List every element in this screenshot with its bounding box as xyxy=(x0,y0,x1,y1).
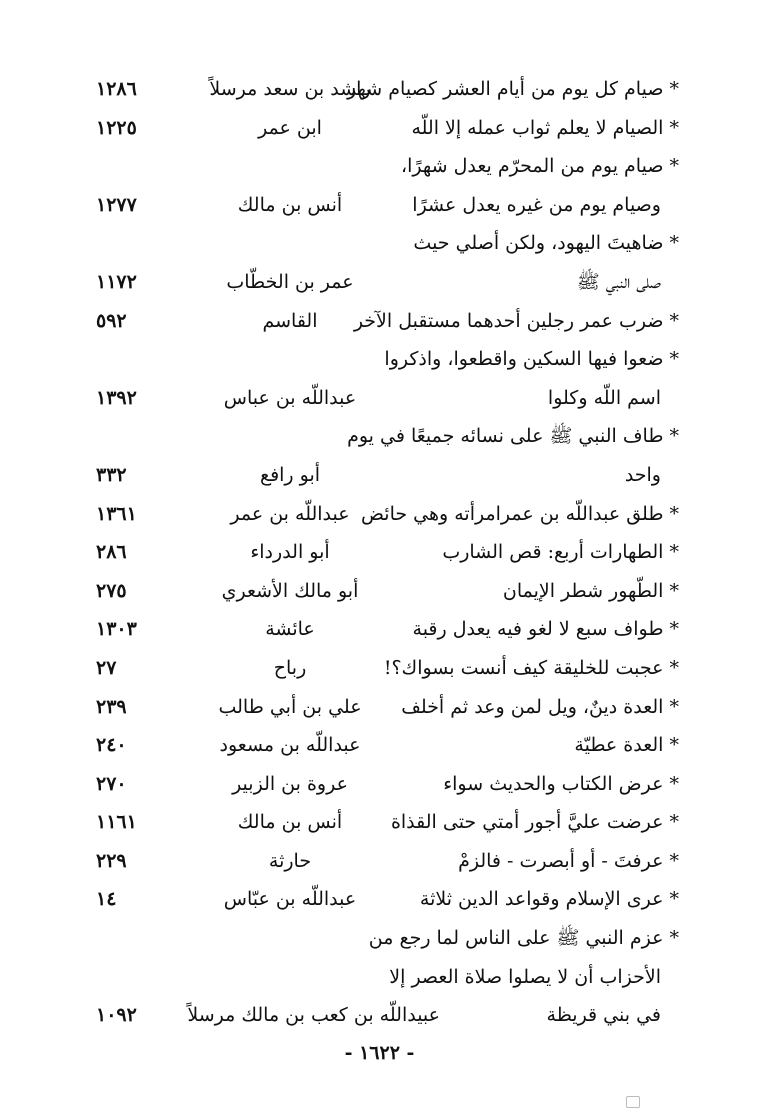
narrator-name: عبداللّه بن مسعود xyxy=(219,734,361,757)
hadith-number: ١٣٠٣ xyxy=(96,618,137,641)
hadith-number: ٢٤٠ xyxy=(96,734,127,757)
hadith-text: * طواف سبع لا لغو فيه يعدل رقبة xyxy=(412,618,679,641)
hadith-text: * عرضت عليَّ أجور أمتي حتى القذاة xyxy=(390,811,679,834)
hadith-number: ١٠٩٢ xyxy=(96,1004,137,1027)
hadith-number: ١٢٢٥ xyxy=(96,116,137,139)
hadith-text: * الطهارات أربع: قص الشارب xyxy=(442,541,679,564)
narrator-name: أبو رافع xyxy=(259,463,321,486)
index-row xyxy=(0,224,759,263)
hadith-number: ٢٧ xyxy=(96,656,117,679)
hadith-text: * عرى الإسلام وقواعد الدين ثلاثة xyxy=(419,888,679,911)
hadith-number: ٢٧٠ xyxy=(96,772,127,795)
narrator-name: أنس بن مالك xyxy=(237,193,343,216)
hadith-text: * ضرب عمر رجلين أحدهما مستقبل الآخر xyxy=(353,309,679,332)
index-row xyxy=(0,572,759,611)
narrator-name: حارثة xyxy=(268,849,312,872)
hadith-text: اسم اللّه وكلوا xyxy=(547,386,661,409)
narrator-name: رباح xyxy=(273,656,307,679)
index-row xyxy=(0,880,759,919)
hadith-number: ١١٦١ xyxy=(96,811,137,834)
narrator-name: عروة بن الزبير xyxy=(232,772,348,795)
narrator-name: أبو الدرداء xyxy=(250,541,330,564)
narrator-name: القاسم xyxy=(262,309,318,332)
hadith-number: ١٣٦١ xyxy=(96,502,137,525)
narrator-name: عمر بن الخطّاب xyxy=(226,270,354,293)
index-row xyxy=(0,417,759,456)
index-row xyxy=(0,958,759,997)
index-row xyxy=(0,147,759,186)
index-row xyxy=(0,842,759,881)
hadith-text: وصيام يوم من غيره يعدل عشرًا xyxy=(412,193,661,216)
narrator-name: عبيداللّه بن كعب بن مالك مرسلاً xyxy=(187,1004,440,1027)
index-row xyxy=(0,765,759,804)
hadith-number: ٢٢٩ xyxy=(96,849,127,872)
index-row xyxy=(0,302,759,341)
narrator-name: عائشة xyxy=(265,618,315,641)
hadith-text: * ضاهيتَ اليهود، ولكن أصلي حيث xyxy=(413,232,679,255)
hadith-number: ١٣٩٢ xyxy=(96,386,137,409)
index-row xyxy=(0,919,759,958)
hadith-number: ٢٣٩ xyxy=(96,695,127,718)
index-row xyxy=(0,610,759,649)
hadith-text: الأحزاب أن لا يصلوا صلاة العصر إلا xyxy=(389,965,661,988)
hadith-number: ١٢٧٧ xyxy=(96,193,137,216)
index-row xyxy=(0,456,759,495)
index-row xyxy=(0,649,759,688)
hadith-text: * عرفتَ - أو أبصرت - فالزمْ xyxy=(458,849,679,872)
hadith-number: ٥٩٢ xyxy=(96,309,127,332)
index-row xyxy=(0,803,759,842)
hadith-text: * الصيام لا يعلم ثواب عمله إلا اللّه xyxy=(411,116,679,139)
narrator-name: عبداللّه بن عباس xyxy=(223,386,357,409)
hadith-text: * الطّهور شطر الإيمان xyxy=(502,579,679,602)
hadith-text: في بني قريظة xyxy=(546,1004,661,1027)
narrator-name: راشد بن سعد مرسلاً xyxy=(209,78,371,100)
index-row xyxy=(0,726,759,765)
index-row xyxy=(0,70,759,109)
hadith-number: ٣٣٢ xyxy=(96,463,127,486)
hadith-text: * عزم النبي ﷺ على الناس لما رجع من xyxy=(368,927,679,950)
index-row xyxy=(0,109,759,148)
narrator-name: أنس بن مالك xyxy=(237,811,343,834)
hadith-text: صلى النبي ﷺ xyxy=(576,270,661,293)
hadith-text: * طاف النبي ﷺ على نسائه جميعًا في يوم xyxy=(347,425,679,448)
index-row xyxy=(0,533,759,572)
hadith-text: * طلق عبداللّه بن عمرامرأته وهي حائض xyxy=(361,502,679,525)
narrator-name: أبو مالك الأشعري xyxy=(221,579,359,602)
index-row xyxy=(0,379,759,418)
hadith-number: ٢٨٦ xyxy=(96,541,127,564)
index-row xyxy=(0,186,759,225)
index-row xyxy=(0,688,759,727)
page-number: - ١٦٢٢ - xyxy=(344,1042,415,1064)
hadith-text: * عرض الكتاب والحديث سواء xyxy=(443,772,679,795)
narrator-name: عبداللّه بن عبّاس xyxy=(223,888,357,911)
hadith-text: * صيام كل يوم من أيام العشر كصيام شهر xyxy=(347,78,679,100)
hadith-index-list xyxy=(0,70,759,1035)
narrator-name: علي بن أبي طالب xyxy=(218,695,362,718)
hadith-text: * عجبت للخليقة كيف أنست بسواك؟! xyxy=(383,656,679,679)
hadith-text: واحد xyxy=(624,463,661,486)
hadith-number: ١٤ xyxy=(96,888,117,911)
hadith-text: * صيام يوم من المحرّم يعدل شهرًا، xyxy=(400,155,679,178)
narrator-name: عبداللّه بن عمر xyxy=(230,502,350,525)
hadith-text: * ضعوا فيها السكين واقطعوا، واذكروا xyxy=(384,348,679,371)
hadith-number: ٢٧٥ xyxy=(96,579,127,602)
hadith-number: ١١٧٢ xyxy=(96,270,137,293)
narrator-name: ابن عمر xyxy=(258,116,322,139)
index-row xyxy=(0,263,759,302)
corner-mark xyxy=(626,1096,640,1108)
hadith-number: ١٢٨٦ xyxy=(96,78,137,100)
hadith-text: * العدة دينٌ، ويل لمن وعد ثم أخلف xyxy=(401,695,679,718)
index-row xyxy=(0,996,759,1035)
index-row xyxy=(0,495,759,534)
hadith-text: * العدة عطيّة xyxy=(574,734,679,757)
index-row xyxy=(0,340,759,379)
